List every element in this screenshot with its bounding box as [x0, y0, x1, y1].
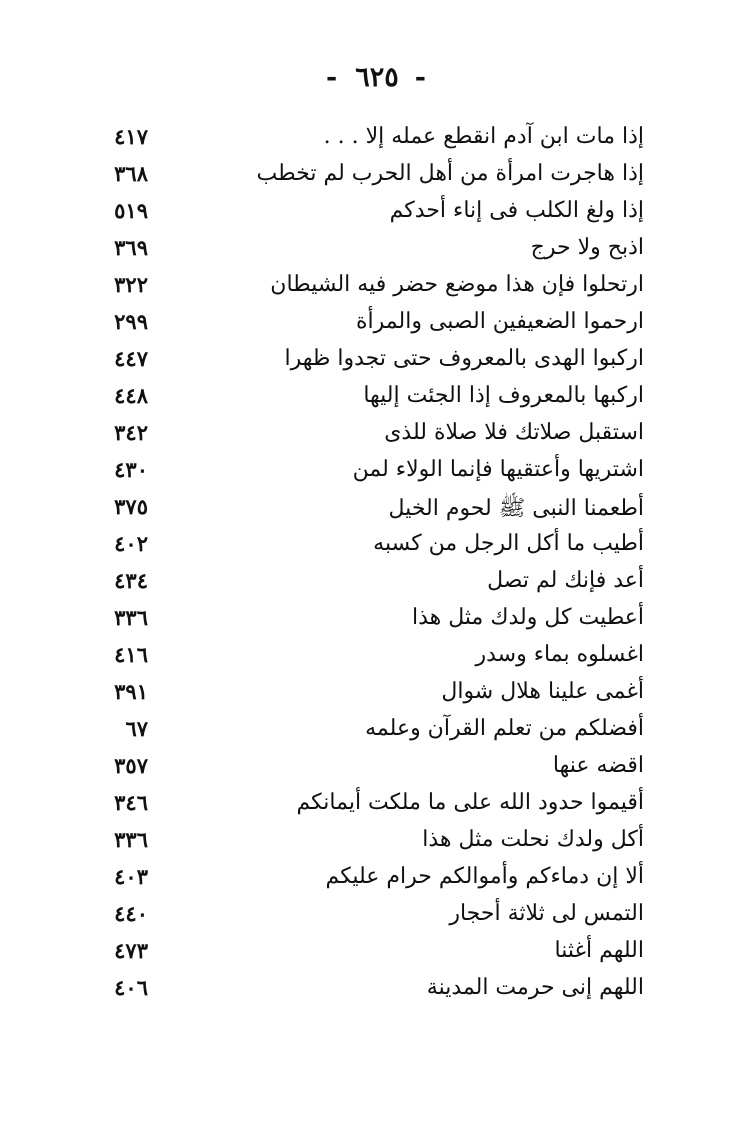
entry-page-number: ٣٦٩: [114, 235, 148, 260]
entry-text: إذا ولغ الكلب فى إناء أحدكم: [389, 198, 644, 223]
entry-text: اركبها بالمعروف إذا الجئت إليها: [363, 383, 644, 408]
entry-text: إذا هاجرت امرأة من أهل الحرب لم تخطب: [256, 161, 644, 186]
entry-page-number: ٣٤٢: [114, 420, 148, 445]
entry-page-number: ٤٤٠: [114, 901, 148, 926]
index-entry: [0, 788, 754, 825]
index-entry: [0, 714, 754, 751]
index-entry: [0, 899, 754, 936]
index-entry: [0, 862, 754, 899]
entry-text: أعطيت كل ولدك مثل هذا: [412, 605, 644, 630]
entry-text: أكل ولدك نحلت مثل هذا: [422, 827, 644, 852]
index-entry: [0, 122, 754, 159]
entry-page-number: ٣٧٥: [114, 494, 148, 519]
entry-text: أغمى علينا هلال شوال: [441, 679, 644, 704]
entry-page-number: ٤٠٢: [114, 531, 148, 556]
index-entry: [0, 196, 754, 233]
entry-text: ارتحلوا فإن هذا موضع حضر فيه الشيطان: [270, 272, 644, 297]
index-entry: [0, 307, 754, 344]
index-entry: [0, 455, 754, 492]
entry-page-number: ٣٣٦: [114, 605, 148, 630]
entry-text: أقيموا حدود الله على ما ملكت أيمانكم: [296, 790, 644, 815]
entry-text: اللهم أغثنا: [554, 938, 644, 963]
entry-page-number: ٤٣٠: [114, 457, 148, 482]
page-number-dash-right: -: [414, 62, 428, 93]
entry-page-number: ٤٧٣: [114, 938, 148, 963]
entry-text: التمس لى ثلاثة أحجار: [449, 901, 644, 926]
index-entry: [0, 825, 754, 862]
entry-page-number: ٣٢٢: [114, 272, 148, 297]
entry-text: اذبح ولا حرج: [530, 235, 644, 260]
index-entry: [0, 492, 754, 529]
entry-page-number: ٣٣٦: [114, 827, 148, 852]
entry-text: ألا إن دماءكم وأموالكم حرام عليكم: [325, 864, 644, 889]
index-entry: [0, 566, 754, 603]
entry-page-number: ٦٧: [125, 716, 148, 741]
index-entry: [0, 751, 754, 788]
entry-page-number: ٣٩١: [114, 679, 148, 704]
entry-page-number: ٢٩٩: [114, 309, 148, 334]
entry-page-number: ٤٤٨: [114, 383, 148, 408]
index-entry: [0, 640, 754, 677]
index-entry: [0, 381, 754, 418]
entry-text: أعد فإنك لم تصل: [487, 568, 644, 593]
index-entry: [0, 529, 754, 566]
entry-text: ارحموا الضعيفين الصبى والمرأة: [356, 309, 644, 334]
entry-page-number: ٤٤٧: [114, 346, 148, 371]
entry-text: اغسلوه بماء وسدر: [475, 642, 644, 667]
entry-text: اركبوا الهدى بالمعروف حتى تجدوا ظهرا: [284, 346, 644, 371]
index-entry: [0, 344, 754, 381]
entry-page-number: ٥١٩: [114, 198, 148, 223]
index-entry: [0, 159, 754, 196]
index-entry: [0, 270, 754, 307]
entry-page-number: ٤٠٣: [114, 864, 148, 889]
entry-page-number: ٣٦٨: [114, 161, 148, 186]
hadith-index-list: [0, 122, 754, 1010]
entry-page-number: ٤١٧: [114, 124, 148, 149]
entry-page-number: ٤٣٤: [114, 568, 148, 593]
entry-text: أطيب ما أكل الرجل من كسبه: [373, 531, 644, 556]
entry-page-number: ٤١٦: [114, 642, 148, 667]
entry-text: استقبل صلاتك فلا صلاة للذى: [384, 420, 644, 445]
entry-page-number: ٤٠٦: [114, 975, 148, 1000]
index-entry: [0, 973, 754, 1010]
page-number-dash-left: -: [326, 62, 340, 93]
entry-text: إذا مات ابن آدم انقطع عمله إلا . . .: [323, 124, 644, 149]
index-entry: [0, 677, 754, 714]
entry-text: أطعمنا النبى ﷺ لحوم الخيل: [388, 496, 644, 521]
entry-text: اشتريها وأعتقيها فإنما الولاء لمن: [352, 457, 644, 482]
index-entry: [0, 418, 754, 455]
page-number-header: [0, 62, 754, 93]
entry-page-number: ٣٤٦: [114, 790, 148, 815]
entry-text: اللهم إنى حرمت المدينة: [426, 975, 644, 1000]
entry-text: اقضه عنها: [552, 753, 644, 778]
index-entry: [0, 936, 754, 973]
entry-text: أفضلكم من تعلم القرآن وعلمه: [365, 716, 644, 741]
index-entry: [0, 233, 754, 270]
entry-page-number: ٣٥٧: [114, 753, 148, 778]
page-number: ٦٢٥: [355, 62, 399, 93]
index-entry: [0, 603, 754, 640]
